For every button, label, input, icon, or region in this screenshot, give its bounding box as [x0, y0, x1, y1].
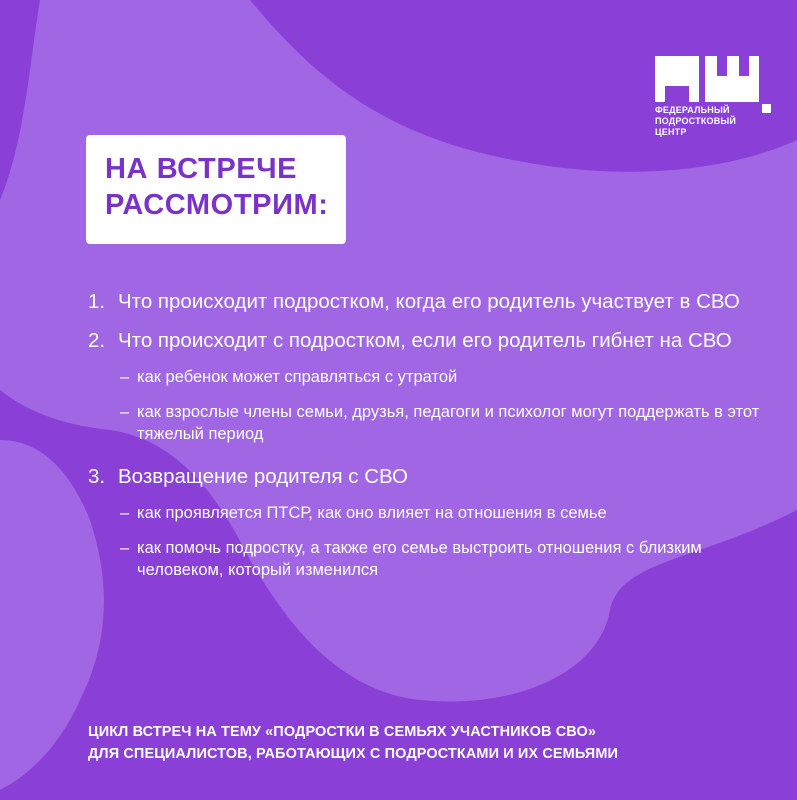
agenda-item-1: [88, 288, 778, 315]
logo-right-block: [705, 56, 759, 102]
logo-caption-line: ПОДРОСТКОВЫЙ: [655, 116, 737, 126]
logo-caption-line: ЦЕНТР: [655, 127, 687, 137]
agenda-item-text: Возвращение родителя с СВО: [118, 465, 408, 488]
footer-line: ЦИКЛ ВСТРЕЧ НА ТЕМУ «ПОДРОСТКИ В СЕМЬЯХ УЧАСТНИКОВ СВО»: [88, 724, 597, 740]
dash-bullet: –: [120, 504, 130, 522]
heading-line: НА ВСТРЕЧЕ: [105, 153, 298, 185]
dash-bullet: –: [120, 368, 130, 386]
dash-bullet: –: [120, 539, 130, 557]
agenda-subitem: [88, 502, 778, 524]
agenda-item-3: [88, 463, 778, 490]
agenda-subitem-text: как взрослые члены семьи, друзья, педагоги и психолог могут поддержать в этот тяжелый период: [137, 403, 760, 443]
agenda-item-number: 1.: [88, 290, 106, 313]
footer-line: ДЛЯ СПЕЦИАЛИСТОВ, РАБОТАЮЩИХ С ПОДРОСТКАМИ И ИХ СЕМЬЯМИ: [88, 746, 619, 762]
agenda-item-2: [88, 327, 778, 354]
series-footer: [88, 721, 788, 765]
logo-caption-line: ФЕДЕРАЛЬНЫЙ: [655, 105, 730, 115]
agenda-item-text: Что происходит подростком, когда его родитель участвует в СВО: [118, 290, 740, 313]
agenda-subitem: [88, 537, 778, 581]
heading-line: РАССМОТРИМ:: [105, 189, 329, 221]
agenda-list: [88, 288, 778, 594]
logo-caption: [655, 105, 736, 138]
agenda-item-number: 3.: [88, 465, 106, 488]
agenda-subitem-text: как помочь подростку, а также его семье выстроить отношения с близким человеком, который изменился: [137, 539, 702, 579]
logo-left-block: [655, 56, 699, 102]
heading-card: [86, 135, 346, 244]
agenda-subitem: [88, 401, 778, 445]
agenda-item-number: 2.: [88, 329, 106, 352]
agenda-item-text: Что происходит с подростком, если его родитель гибнет на СВО: [118, 329, 732, 352]
dash-bullet: –: [120, 403, 130, 421]
agenda-subitem-text: как проявляется ПТСР, как оно влияет на отношения в семье: [137, 504, 607, 522]
agenda-subitem: [88, 366, 778, 388]
logo-dot: [762, 104, 771, 113]
agenda-subitem-text: как ребенок может справляться с утратой: [137, 368, 458, 386]
